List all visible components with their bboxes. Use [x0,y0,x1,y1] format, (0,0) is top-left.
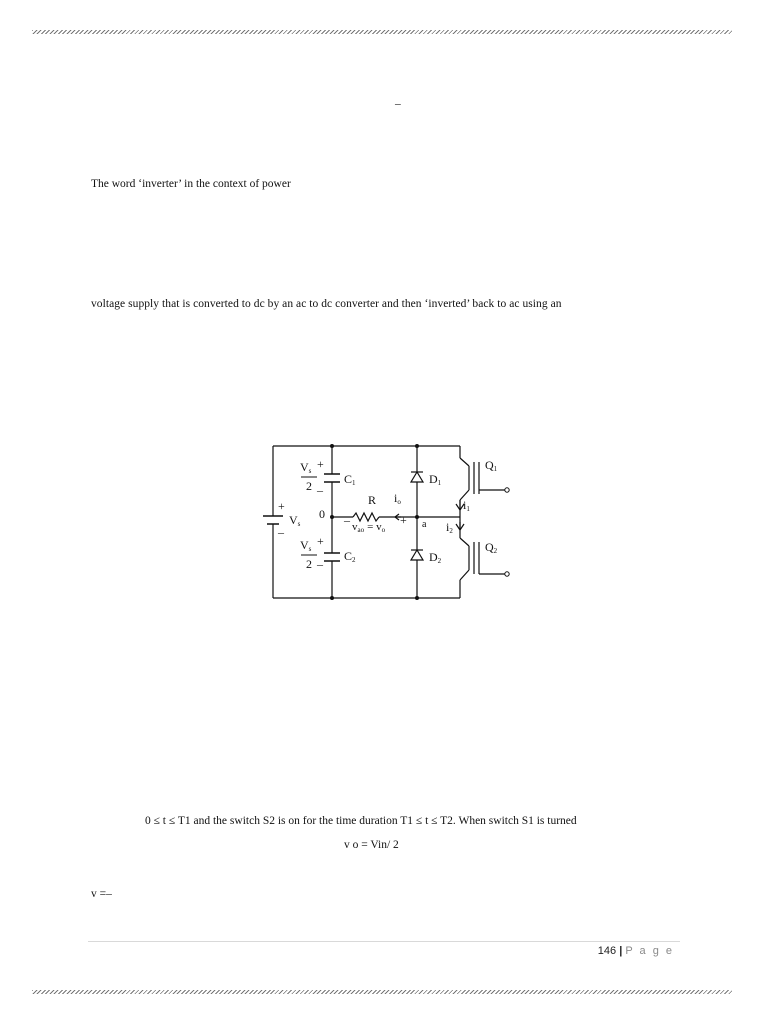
page-number: 146 [597,945,617,957]
vao-plus: + [400,513,407,527]
equation-v: v =– [91,888,112,900]
vao-equation: vao = vo [352,521,386,534]
vs-minus: – [278,525,284,539]
vs-plus: + [278,499,285,513]
page-word: P a g e [625,945,674,957]
cap1-minus: – [317,483,323,497]
node-0-label: 0 [319,507,325,521]
vs-half-bot-label: Vs [300,538,312,553]
paragraph-inverter-intro: The word ‘inverter’ in the context of power [91,178,291,190]
resistor-label: R [368,493,377,507]
node-a-label: a [422,519,427,530]
vs-half-top-den: 2 [306,479,312,493]
bottom-hatched-rule [32,990,732,994]
top-hatched-rule [32,30,732,34]
i1-label: i1 [463,498,470,513]
q1-label: Q1 [485,458,498,473]
c1-label: C1 [344,472,356,487]
cap2-minus: – [317,557,323,571]
vs-half-top-label: Vs [300,460,312,475]
cap2-plus: + [317,534,324,548]
io-label: io [394,491,401,506]
vs-label: Vs [289,513,301,528]
i2-label: i2 [446,520,453,535]
half-bridge-inverter-diagram [255,438,520,603]
footer-divider [88,941,680,942]
footer-separator: | [619,945,623,957]
d1-label: D1 [429,472,442,487]
vao-minus: – [344,513,350,527]
cap1-plus: + [317,457,324,471]
paragraph-voltage-supply: voltage supply that is converted to dc by an ac to dc converter and then ‘inverted’ back to ac using an [91,298,562,310]
heading-dash: – [395,98,401,110]
paragraph-switch-timing: 0 ≤ t ≤ T1 and the switch S2 is on for the time duration T1 ≤ t ≤ T2. When switch S1 is turned [145,815,577,827]
page-footer [598,945,674,957]
d2-label: D2 [429,550,442,565]
vs-half-bot-den: 2 [306,557,312,571]
q2-label: Q2 [485,540,498,555]
c2-label: C2 [344,549,356,564]
equation-vo: v o = Vin/ 2 [344,839,399,851]
